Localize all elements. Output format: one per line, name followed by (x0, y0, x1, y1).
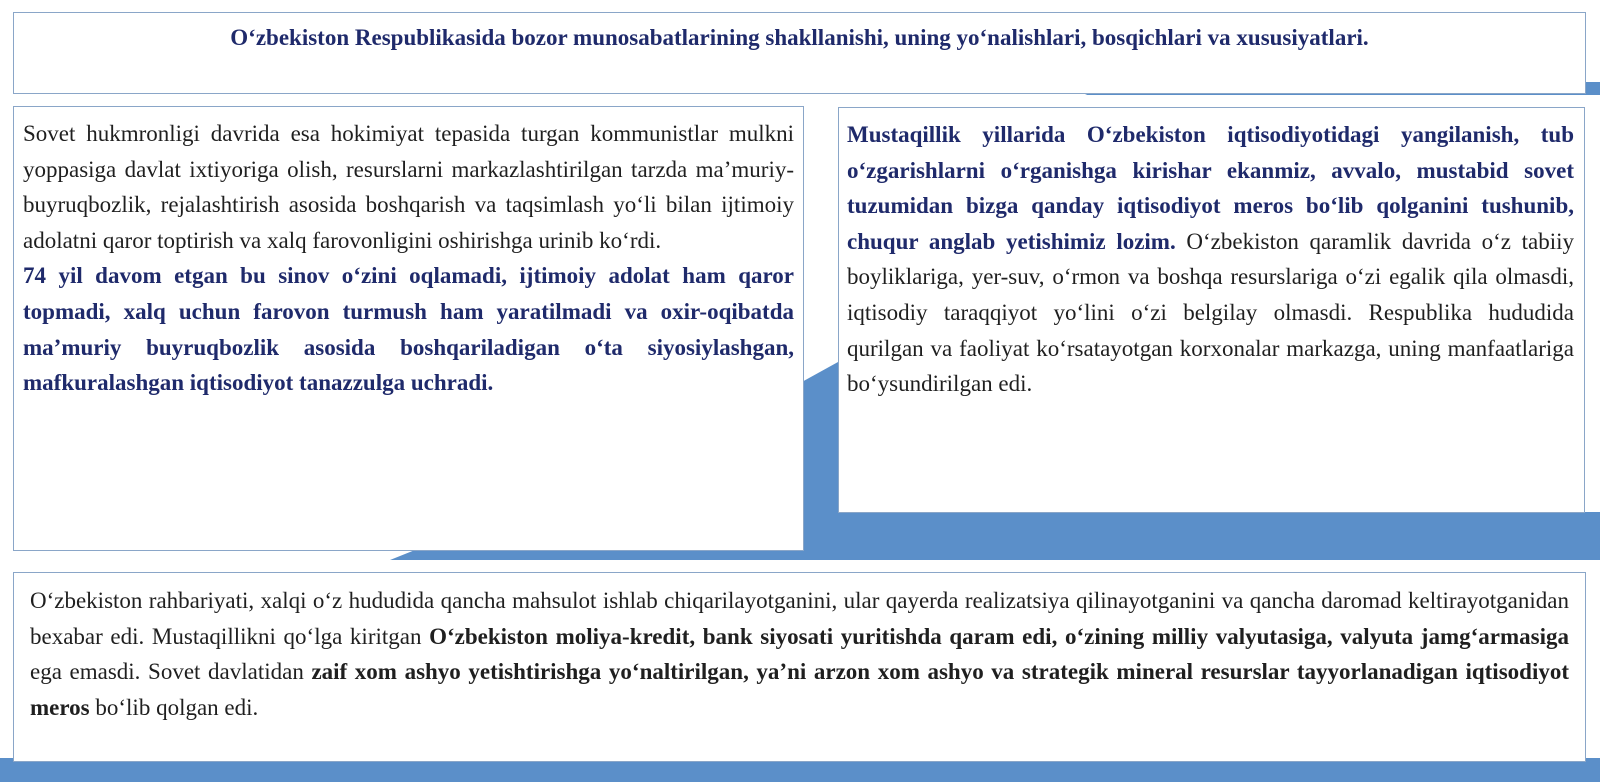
bottom-text-2: ega emasdi. Sovet davlatidan (30, 659, 312, 685)
left-paragraph-1: Sovet hukmronligi davrida esa hokimiyat tepasida turgan kommunistlar mulkni yoppasiga davlat ixtiyoriga olish, resurslarni markazlashtirilgan tarzda ma’muriy-buyruqbozlik, rejalashtirish asosida boshqarish va taqsimlash yo‘li bilan ijtimoiy adolatni qaror toptirish va xalq farovonligini oshirishga urinib ko‘rdi. (23, 121, 794, 253)
bottom-text-1: O‘zbekiston rahbariyati, xalqi o‘z hududida qancha mahsulot ishlab chiqarilayotganini, ular qayerda realizatsiya qilinayotganini va qancha daromad keltirayotganidan bexabar edi. Mustaqillikni qo‘lga kiritgan (30, 588, 1569, 649)
right-paragraph (847, 117, 1574, 402)
bottom-paragraph (30, 583, 1569, 725)
bottom-text-box (13, 572, 1586, 762)
right-normal-text: O‘zbekiston qaramlik davrida o‘z tabiiy boyliklariga, yer-suv, o‘rmon va boshqa resurslariga o‘zi egalik qila olmasdi, iqtisodiy taraqqiyot yo‘lini o‘zi belgilay olmasdi. Respublika hududida qurilgan va faoliyat ko‘rsatayotgan korxonalar markazga, uning manfaatlariga bo‘ysundirilgan edi. (847, 228, 1574, 397)
bottom-text-3: bo‘lib qolgan edi. (89, 694, 259, 720)
title-box (13, 12, 1586, 94)
bottom-bold-1: O‘zbekiston moliya-kredit, bank siyosati yuritishda qaram edi, o‘zining milliy valyutasiga, valyuta jamg‘armasiga (429, 623, 1569, 649)
left-text-box (13, 106, 804, 551)
left-paragraph-2-bold: 74 yil davom etgan bu sinov o‘zini oqlamadi, ijtimoiy adolat ham qaror topmadi, xalq uchun farovon turmush ham yaratilmadi va oxir-oqibatda ma’muriy buyruqbozlik asosida boshqariladigan o‘ta siyosiylashgan, mafkuralashgan iqtisodiyot tanazzulga uchradi. (23, 263, 794, 396)
right-bold-text: Mustaqillik yillarida O‘zbekiston iqtisodiyotidagi yangilanish, tub o‘zgarishlarni o‘rganishga kirishar ekanmiz, avvalo, mustabid sovet tuzumidan bizga qanday iqtisodiyot meros bo‘lib qolganini tushunib, chuqur anglab yetishimiz lozim. (847, 122, 1574, 254)
page-title: O‘zbekiston Respublikasida bozor munosabatlarining shakllanishi, uning yo‘nalishlari, bosqichlari va xususiyatlari. (230, 25, 1369, 50)
right-text-box (838, 107, 1585, 513)
bottom-bold-2: zaif xom ashyo yetishtirishga yo‘naltirilgan, ya’ni arzon xom ashyo va strategik mineral resurslar tayyorlanadigan iqtisodiyot meros (30, 659, 1569, 720)
